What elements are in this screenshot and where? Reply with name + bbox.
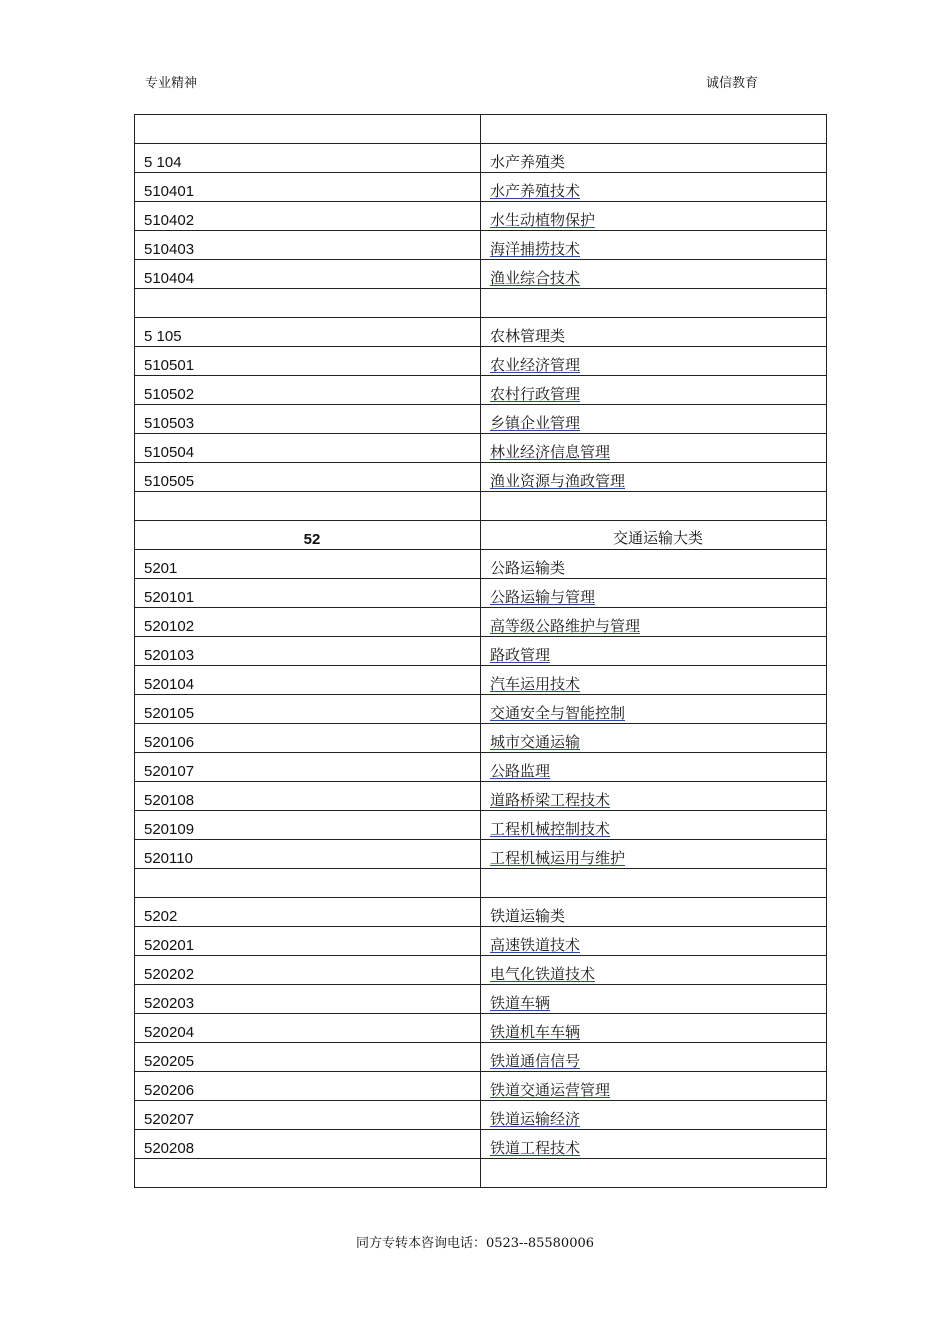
code-text: 520101 — [144, 589, 195, 606]
code-text: 510504 — [144, 444, 195, 461]
major-catalog-table — [134, 114, 827, 1188]
code-cell — [135, 492, 481, 521]
code-cell — [135, 666, 481, 695]
name-cell — [481, 753, 827, 782]
table-row — [135, 608, 827, 637]
major-link[interactable]: 水产养殖技术 — [490, 182, 581, 200]
name-cell — [481, 608, 827, 637]
name-cell — [481, 927, 827, 956]
major-link[interactable]: 工程机械控制技术 — [490, 820, 611, 838]
major-link[interactable]: 城市交通运输 — [490, 733, 581, 751]
category-name: 公路运输类 — [490, 559, 566, 577]
name-cell — [481, 347, 827, 376]
code-cell — [135, 115, 481, 144]
code-text: 5 104 — [144, 154, 182, 171]
table-row — [135, 985, 827, 1014]
table-row — [135, 695, 827, 724]
table-row — [135, 1130, 827, 1159]
code-text: 510502 — [144, 386, 195, 403]
code-cell — [135, 1159, 481, 1188]
table-row — [135, 376, 827, 405]
code-text: 520104 — [144, 676, 195, 693]
code-text: 520207 — [144, 1111, 195, 1128]
code-text: 520110 — [144, 850, 193, 867]
table-row — [135, 1043, 827, 1072]
code-cell — [135, 724, 481, 753]
name-cell — [481, 173, 827, 202]
code-cell — [135, 173, 481, 202]
code-cell — [135, 550, 481, 579]
blank-row — [135, 1159, 827, 1188]
table-row — [135, 956, 827, 985]
code-cell — [135, 1101, 481, 1130]
code-text: 520105 — [144, 705, 195, 722]
code-cell — [135, 202, 481, 231]
major-link[interactable]: 高等级公路维护与管理 — [490, 617, 641, 635]
code-cell — [135, 637, 481, 666]
table-row — [135, 463, 827, 492]
code-text: 510501 — [144, 357, 195, 374]
major-link[interactable]: 公路监理 — [490, 762, 551, 780]
major-link[interactable]: 交通安全与智能控制 — [490, 704, 626, 722]
table-row — [135, 1072, 827, 1101]
major-link[interactable]: 渔业综合技术 — [490, 269, 581, 287]
code-text: 520205 — [144, 1053, 195, 1070]
table-row — [135, 1014, 827, 1043]
name-cell — [481, 985, 827, 1014]
code-text: 510402 — [144, 212, 195, 229]
category-name: 水产养殖类 — [490, 153, 566, 171]
code-text: 520108 — [144, 792, 195, 809]
name-cell — [481, 492, 827, 521]
code-cell — [135, 144, 481, 173]
category-row — [135, 898, 827, 927]
table-row — [135, 637, 827, 666]
name-cell — [481, 695, 827, 724]
code-text: 520103 — [144, 647, 195, 664]
code-cell — [135, 753, 481, 782]
blank-row — [135, 492, 827, 521]
page-header-right: 诚信教育 — [706, 76, 759, 91]
table-row — [135, 840, 827, 869]
name-cell — [481, 1159, 827, 1188]
name-cell — [481, 898, 827, 927]
category-row — [135, 144, 827, 173]
table-row — [135, 260, 827, 289]
major-link[interactable]: 铁道机车车辆 — [490, 1023, 581, 1041]
code-text: 510401 — [144, 183, 195, 200]
name-cell — [481, 869, 827, 898]
code-cell — [135, 463, 481, 492]
code-text: 510505 — [144, 473, 195, 490]
table-row — [135, 347, 827, 376]
code-cell — [135, 927, 481, 956]
major-link[interactable]: 汽车运用技术 — [490, 675, 581, 693]
blank-row — [135, 869, 827, 898]
major-link[interactable]: 海洋捕捞技术 — [490, 240, 581, 258]
name-cell — [481, 521, 827, 550]
name-cell — [481, 666, 827, 695]
name-cell — [481, 811, 827, 840]
name-cell — [481, 637, 827, 666]
code-cell — [135, 782, 481, 811]
name-cell — [481, 1101, 827, 1130]
name-cell — [481, 1130, 827, 1159]
name-cell — [481, 463, 827, 492]
code-text: 510503 — [144, 415, 195, 432]
code-text: 520206 — [144, 1082, 195, 1099]
code-cell — [135, 260, 481, 289]
category-name: 铁道运输类 — [490, 907, 566, 925]
code-cell — [135, 1072, 481, 1101]
code-text: 520208 — [144, 1140, 195, 1157]
name-cell — [481, 840, 827, 869]
code-cell — [135, 1130, 481, 1159]
table-body — [135, 115, 827, 1188]
name-cell — [481, 376, 827, 405]
major-link[interactable]: 公路运输与管理 — [490, 588, 596, 606]
table-row — [135, 1101, 827, 1130]
name-cell — [481, 115, 827, 144]
code-cell — [135, 318, 481, 347]
code-text: 520107 — [144, 763, 195, 780]
page-footer: 同方专转本咨询电话：0523--85580006 — [355, 1236, 595, 1251]
major-name: 交通运输大类 — [612, 529, 703, 547]
major-link[interactable]: 道路桥梁工程技术 — [490, 791, 611, 809]
table-row — [135, 202, 827, 231]
category-name: 农林管理类 — [490, 327, 566, 345]
code-text: 520102 — [144, 618, 195, 635]
code-cell — [135, 289, 481, 318]
major-link[interactable]: 铁道交通运营管理 — [490, 1081, 611, 1099]
major-link[interactable]: 工程机械运用与维护 — [490, 849, 626, 867]
code-text: 510404 — [144, 270, 195, 287]
table-row — [135, 782, 827, 811]
code-text: 5201 — [144, 560, 178, 577]
major-link[interactable]: 电气化铁道技术 — [490, 965, 596, 983]
code-cell — [135, 376, 481, 405]
name-cell — [481, 724, 827, 753]
major-code: 52 — [303, 531, 321, 548]
code-cell — [135, 869, 481, 898]
major-link[interactable]: 水生动植物保护 — [490, 211, 596, 229]
code-text: 520203 — [144, 995, 195, 1012]
name-cell — [481, 231, 827, 260]
code-cell — [135, 695, 481, 724]
major-link[interactable]: 农业经济管理 — [490, 356, 581, 374]
code-cell — [135, 231, 481, 260]
code-cell — [135, 1043, 481, 1072]
category-row — [135, 550, 827, 579]
code-cell — [135, 985, 481, 1014]
name-cell — [481, 260, 827, 289]
major-link[interactable]: 农村行政管理 — [490, 385, 581, 403]
code-text: 520106 — [144, 734, 195, 751]
name-cell — [481, 405, 827, 434]
name-cell — [481, 434, 827, 463]
code-text: 510403 — [144, 241, 195, 258]
code-cell — [135, 347, 481, 376]
major-row — [135, 521, 827, 550]
major-link[interactable]: 铁道运输经济 — [490, 1110, 581, 1128]
name-cell — [481, 289, 827, 318]
code-text: 520204 — [144, 1024, 195, 1041]
name-cell — [481, 550, 827, 579]
name-cell — [481, 144, 827, 173]
code-text: 520109 — [144, 821, 195, 838]
name-cell — [481, 1014, 827, 1043]
code-cell — [135, 956, 481, 985]
major-link[interactable]: 高速铁道技术 — [490, 936, 581, 954]
table-row — [135, 405, 827, 434]
code-cell — [135, 1014, 481, 1043]
major-link[interactable]: 乡镇企业管理 — [490, 414, 581, 432]
code-cell — [135, 811, 481, 840]
code-cell — [135, 579, 481, 608]
code-cell — [135, 608, 481, 637]
name-cell — [481, 1043, 827, 1072]
code-cell — [135, 840, 481, 869]
name-cell — [481, 956, 827, 985]
major-link[interactable]: 铁道车辆 — [490, 994, 551, 1012]
code-text: 5 105 — [144, 328, 182, 345]
table-row — [135, 231, 827, 260]
major-link[interactable]: 路政管理 — [490, 646, 551, 664]
table-row — [135, 579, 827, 608]
major-link[interactable]: 铁道工程技术 — [490, 1139, 581, 1157]
code-cell — [135, 521, 481, 550]
major-link[interactable]: 渔业资源与渔政管理 — [490, 472, 626, 490]
code-cell — [135, 434, 481, 463]
major-link[interactable]: 林业经济信息管理 — [490, 443, 611, 461]
code-cell — [135, 898, 481, 927]
code-text: 520201 — [144, 937, 195, 954]
name-cell — [481, 318, 827, 347]
name-cell — [481, 579, 827, 608]
code-text: 5202 — [144, 908, 178, 925]
table-row — [135, 434, 827, 463]
blank-row — [135, 289, 827, 318]
major-link[interactable]: 铁道通信信号 — [490, 1052, 581, 1070]
name-cell — [481, 202, 827, 231]
name-cell — [481, 782, 827, 811]
table-row — [135, 811, 827, 840]
table-row — [135, 753, 827, 782]
table-row — [135, 724, 827, 753]
table-row — [135, 666, 827, 695]
page-header-left: 专业精神 — [145, 76, 198, 91]
blank-row — [135, 115, 827, 144]
code-cell — [135, 405, 481, 434]
category-row — [135, 318, 827, 347]
code-text: 520202 — [144, 966, 195, 983]
name-cell — [481, 1072, 827, 1101]
table-row — [135, 927, 827, 956]
table-row — [135, 173, 827, 202]
